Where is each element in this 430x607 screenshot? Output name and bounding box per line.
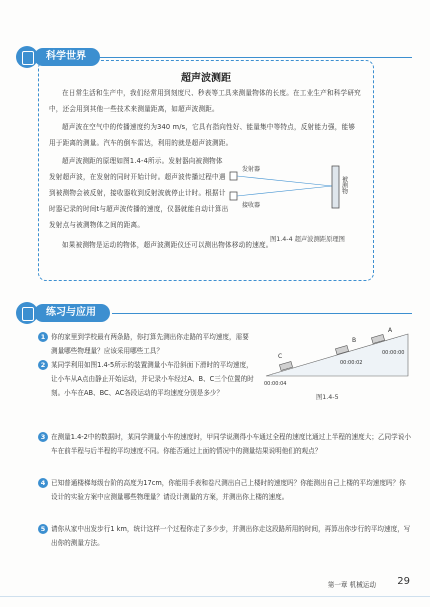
exercises-rule xyxy=(112,313,412,314)
pencil-icon xyxy=(16,302,38,324)
figure-2-caption: 图1.4-5 xyxy=(316,394,339,401)
time-at-b: 00:00:02 xyxy=(340,360,363,366)
exercise-item-5 xyxy=(38,522,412,550)
header-rule xyxy=(98,57,412,58)
exercise-text: 你的家里到学校最有两条路，你打算先测出你走路的平均速度，需要测量哪些物理量？应该采用哪些工具？ xyxy=(51,333,249,355)
exercise-text: 请你从家中出发步行1 km，统计这样一个过程你走了多少步，并测出你走这段路所用的时间，再算出你步行的平均速度，写出你的测量方法。 xyxy=(51,525,411,547)
paragraph-3: 超声波测距的原理如图1.4-4所示。发射器向被测物体发射超声波，在发射的同时开始计时。超声波传播过程中遇到被测物会被反射，接收器收到反射波就停止计时。根据计时器记录的时间t与超声波传播的速度，仪器就能自动计算出发射点与被测物体之间的距离。 xyxy=(49,157,229,229)
receiver-device xyxy=(230,192,237,200)
exercise-number: 2 xyxy=(38,360,48,370)
exercise-item-3 xyxy=(38,430,412,472)
reflected-wave-line xyxy=(237,186,332,196)
time-at-c: 00:00:04 xyxy=(264,381,287,387)
exercise-number: 1 xyxy=(38,332,48,342)
exercise-number: 5 xyxy=(38,524,48,534)
paragraph-4: 如果被测物是运动的物体，超声波测距仪还可以测出物体移动的速度。 xyxy=(62,241,273,249)
emitter-label: 发射器 xyxy=(242,166,261,173)
exercise-text: 已知普通楼梯每级台阶的高度为17cm，你能用手表和卷尺测出自己上楼时的速度吗？你能测出自己上楼的平均速度吗？你设计的实验方案中应测量哪些物理量？请设计测量的方案，并测出你上楼的速度。 xyxy=(51,479,406,501)
exercise-item-1 xyxy=(38,330,254,358)
emitted-wave-line xyxy=(237,176,332,186)
exercise-number: 3 xyxy=(38,432,48,442)
exercises-header xyxy=(16,300,110,326)
exercise-number: 4 xyxy=(38,478,48,488)
point-a-label: A xyxy=(388,327,393,334)
incline-cart-diagram xyxy=(262,320,412,388)
exercises-label: 练习与应用 xyxy=(34,304,110,322)
paragraph-2: 超声波在空气中的传播速度约为340 m/s，它具有指向性好、能量集中等特点，反射能力强，能够用于距离的测量。汽车的倒车雷达，利用的就是超声波测距。 xyxy=(49,123,356,147)
target-label: 被测物 xyxy=(340,176,348,194)
exercise-item-4 xyxy=(38,476,412,518)
exercise-item-2 xyxy=(38,358,254,414)
footer-rule xyxy=(0,596,430,597)
emitter-device xyxy=(230,172,237,180)
ultrasonic-ranging-diagram xyxy=(228,162,358,230)
receiver-label: 接收器 xyxy=(242,202,261,209)
point-b-label: B xyxy=(352,337,357,344)
paragraph-1: 在日常生活和生产中，我们经常用到刻度尺、秒表等工具来测量物体的长度。在工业生产和科学研究中，还会用到其他一些技术来测量距离，如超声波测距。 xyxy=(49,89,361,113)
point-c-label: C xyxy=(278,353,283,360)
panel-title: 超声波测距 xyxy=(181,73,231,84)
science-world-label: 科学世界 xyxy=(34,48,100,66)
book-icon xyxy=(16,46,38,68)
figure-1-caption: 图1.4-4 超声波测距原理图 xyxy=(270,236,345,243)
exercise-text: 在测量1.4-2中的数据时，某同学测量小车的速度时，甲同学说测得小车通过全程的速度比通过上半程的速度大；乙同学说小车在前半程与后半程的平均速度不同。你能否通过上面的情况中的测量结果说明他们的观点？ xyxy=(51,433,411,455)
page-number: 29 xyxy=(397,576,410,587)
time-at-a: 00:00:00 xyxy=(382,350,405,356)
exercise-text: 某同学利用如图1.4-5所示的装置测量小车沿斜面下滑时的平均速度，让小车从A点由静止开始运动，并记录小车经过A、B、C三个位置的时刻。小车在AB、BC、AC各段运动的平均速度分别是多少？ xyxy=(51,361,254,397)
target-object xyxy=(332,166,339,208)
chapter-label: 第一章 机械运动 xyxy=(327,581,376,589)
